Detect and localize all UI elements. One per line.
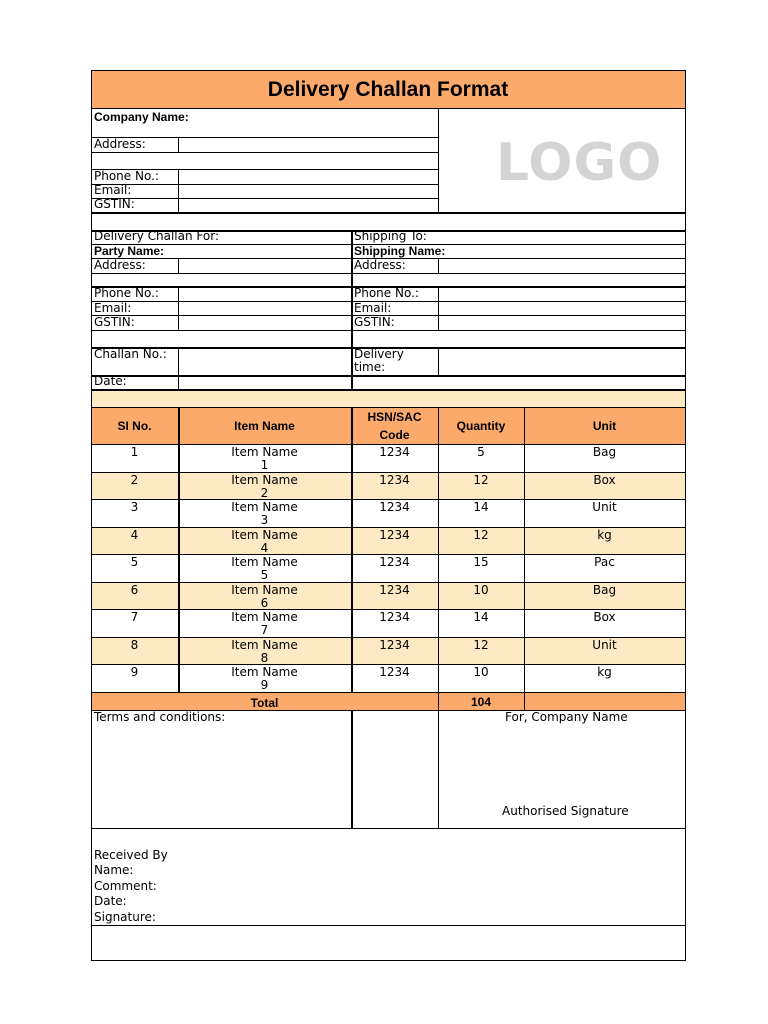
grid-line [91,609,685,610]
grid-line [91,960,685,961]
cell-sl-no: 8 [130,638,139,652]
total-label: Total [250,696,279,710]
cell-item-name: Item Name [231,445,298,459]
grid-line [91,582,685,583]
shipping-to-label: Shipping To: [354,229,427,243]
cell-quantity: 12 [473,473,489,487]
grid-line [91,375,685,377]
grid-line [91,925,685,926]
grid-line [91,637,685,638]
cell-hsn-code: 1234 [379,555,410,569]
grid-line [91,273,685,274]
cell-item-number: 9 [260,678,269,692]
cell-hsn-code: 1234 [379,610,410,624]
grid-line [91,70,685,71]
grid-line [91,184,438,185]
cell-sl-no: 7 [130,610,139,624]
cell-quantity: 14 [473,610,489,624]
grid-line [91,169,438,170]
shipping-email-label: Email: [354,301,392,315]
cell-item-name: Item Name [231,555,298,569]
cell-sl-no: 4 [130,528,139,542]
cell-quantity: 12 [473,638,489,652]
grid-line [91,212,685,214]
grid-line [438,407,439,692]
cell-sl-no: 5 [130,555,139,569]
grid-line [524,407,525,692]
cell-unit: kg [597,665,612,679]
cell-item-number: 1 [260,458,269,472]
cell-sl-no: 2 [130,473,139,487]
cell-hsn-code: 1234 [379,638,410,652]
grid-line [91,710,685,711]
cell-sl-no: 6 [130,583,139,597]
grid-line [438,710,439,828]
company-email-label: Email: [94,183,132,197]
cell-unit: kg [597,528,612,542]
company-address-label: Address: [94,137,146,151]
cell-hsn-code: 1234 [379,583,410,597]
grid-line [91,301,685,302]
received-name-label: Name: [94,863,134,877]
party-email-label: Email: [94,301,132,315]
cell-unit: Box [593,473,616,487]
party-name-label: Party Name: [94,244,165,258]
grid-line [91,230,685,232]
grid-line [438,692,439,710]
grid-line [685,70,686,961]
grid-line [178,258,179,273]
header-unit: Unit [592,419,617,433]
cell-item-name: Item Name [231,610,298,624]
grid-line [91,407,685,408]
separator-band [91,390,685,407]
cell-item-name: Item Name [231,500,298,514]
cell-unit: Bag [592,445,617,459]
grid-line [351,710,353,828]
grid-line [91,347,685,349]
cell-item-name: Item Name [231,473,298,487]
cell-quantity: 15 [473,555,489,569]
grid-line [91,152,438,153]
grid-line [91,499,685,500]
grid-line [91,444,685,445]
cell-item-number: 5 [260,568,269,582]
delivery-time-label-2: time: [354,360,386,374]
challan-no-label: Challan No.: [94,347,167,361]
cell-item-number: 4 [260,541,269,555]
grid-line [178,407,180,692]
company-name-label: Company Name: [94,110,189,124]
grid-line [91,286,685,288]
cell-item-name: Item Name [231,528,298,542]
cell-unit: Unit [592,638,617,652]
cell-item-number: 8 [260,651,269,665]
grid-line [91,554,685,555]
grid-line [438,286,439,330]
header-sl-no: SI No. [117,419,152,433]
header-quantity: Quantity [456,419,506,433]
received-by-label: Received By [94,848,168,862]
party-phone-label: Phone No.: [94,286,159,300]
cell-unit: Box [593,610,616,624]
logo-placeholder: LOGO [496,133,663,193]
grid-line [91,472,685,473]
party-address-label: Address: [94,258,146,272]
cell-sl-no: 3 [130,500,139,514]
grid-line [91,198,438,199]
grid-line [178,169,179,212]
date-label: Date: [94,374,127,388]
for-company-name: For, Company Name [505,710,628,724]
cell-hsn-code: 1234 [379,665,410,679]
cell-sl-no: 1 [130,445,139,459]
grid-line [91,258,685,259]
cell-unit: Bag [592,583,617,597]
cell-item-number: 7 [260,623,269,637]
cell-quantity: 10 [473,583,489,597]
grid-line [438,347,439,375]
received-comment-label: Comment: [94,879,157,893]
header-code: Code [379,428,410,442]
challan-for-label: Delivery Challan For: [94,229,219,243]
shipping-phone-label: Phone No.: [354,286,419,300]
cell-hsn-code: 1234 [379,528,410,542]
page-title: Delivery Challan Format [267,78,509,101]
cell-item-name: Item Name [231,583,298,597]
grid-line [438,258,439,273]
cell-quantity: 12 [473,528,489,542]
company-gstin-label: GSTIN: [94,197,135,211]
total-quantity: 104 [470,695,492,709]
grid-line [91,315,685,316]
shipping-address-label: Address: [354,258,406,272]
cell-quantity: 14 [473,500,489,514]
grid-line [351,407,353,692]
grid-line [178,137,179,152]
cell-unit: Unit [592,500,617,514]
delivery-time-label: Delivery [354,347,404,361]
grid-line [178,347,179,390]
received-signature-label: Signature: [94,910,156,924]
cell-hsn-code: 1234 [379,473,410,487]
grid-line [91,108,685,109]
grid-line [91,244,685,245]
grid-line [438,108,439,212]
grid-line [524,692,525,710]
cell-item-number: 2 [260,486,269,500]
received-date-label: Date: [94,894,127,908]
cell-hsn-code: 1234 [379,500,410,514]
shipping-gstin-label: GSTIN: [354,315,395,329]
cell-item-number: 6 [260,596,269,610]
grid-line [91,692,685,693]
cell-unit: Pac [594,555,615,569]
authorised-signature: Authorised Signature [502,804,629,818]
grid-line [91,527,685,528]
cell-item-name: Item Name [231,665,298,679]
grid-line [91,389,685,391]
header-item-name: Item Name [234,419,295,433]
cell-hsn-code: 1234 [379,445,410,459]
cell-quantity: 5 [477,445,485,459]
company-phone-label: Phone No.: [94,169,159,183]
terms-label: Terms and conditions: [94,710,226,724]
grid-line [91,828,685,829]
cell-item-name: Item Name [231,638,298,652]
cell-item-number: 3 [260,513,269,527]
grid-line [91,330,685,331]
grid-line [178,286,179,330]
grid-line [91,664,685,665]
cell-quantity: 10 [473,665,489,679]
cell-sl-no: 9 [130,665,139,679]
grid-line [91,137,438,138]
shipping-name-label: Shipping Name: [354,244,446,258]
grid-line [351,230,353,390]
header-hsn-sac: HSN/SAC [367,410,422,424]
party-gstin-label: GSTIN: [94,315,135,329]
